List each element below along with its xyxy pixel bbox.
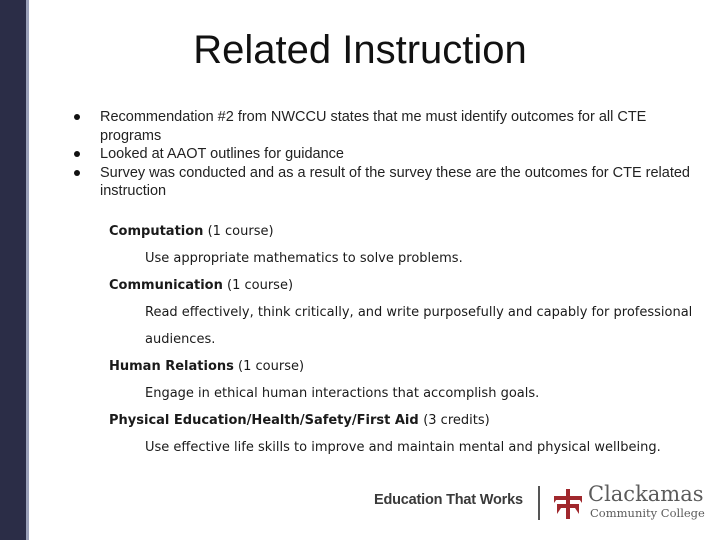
outcome-heading [109, 407, 709, 434]
outcome-heading [109, 272, 709, 299]
outcome-description: Use appropriate mathematics to solve problems. [145, 251, 463, 266]
outcome-credits: (1 course) [227, 278, 294, 293]
outcome-credits: (1 course) [207, 224, 274, 239]
outcome-name: Computation [109, 224, 204, 239]
outcomes-list [109, 218, 709, 461]
college-name-line2: Community College [590, 506, 705, 520]
college-name [588, 482, 705, 520]
bullet-text: Survey was conducted and as a result of the survey these are the outcomes for CTE related instruction [100, 164, 690, 199]
bullet-text: Recommendation #2 from NWCCU states that me must identify outcomes for all CTE programs [100, 109, 647, 144]
bullet-dot-icon [74, 170, 80, 176]
outcome-name: Communication [109, 278, 223, 293]
outcome-description: Use effective life skills to improve and maintain mental and physical wellbeing. [145, 440, 661, 455]
outcome-description: Engage in ethical human interactions that accomplish goals. [145, 386, 540, 401]
bullet-text: Looked at AAOT outlines for guidance [100, 146, 344, 162]
tagline: Education That Works [374, 492, 523, 508]
outcome-credits: (1 course) [238, 359, 305, 374]
bullet-dot-icon [74, 114, 80, 120]
bullet-item [100, 145, 690, 164]
left-accent-bar [0, 0, 29, 540]
bullet-item [100, 164, 690, 201]
outcome-credits: (3 credits) [423, 413, 490, 428]
outcome-name: Human Relations [109, 359, 234, 374]
outcome-name: Physical Education/Health/Safety/First Aid [109, 413, 424, 428]
bullet-item [100, 108, 690, 145]
slide-title: Related Instruction [193, 28, 527, 72]
college-name-line1: Clackamas [588, 482, 704, 506]
outcome-heading [109, 353, 709, 380]
footer-divider [538, 486, 540, 520]
clackamas-tree-logo-icon [551, 487, 585, 521]
outcome-description: Read effectively, think critically, and write purposefully and capably for professional audiences. [145, 305, 693, 347]
bullet-dot-icon [74, 151, 80, 157]
footer-branding [374, 482, 705, 522]
bullet-list [100, 108, 690, 201]
outcome-heading [109, 218, 709, 245]
